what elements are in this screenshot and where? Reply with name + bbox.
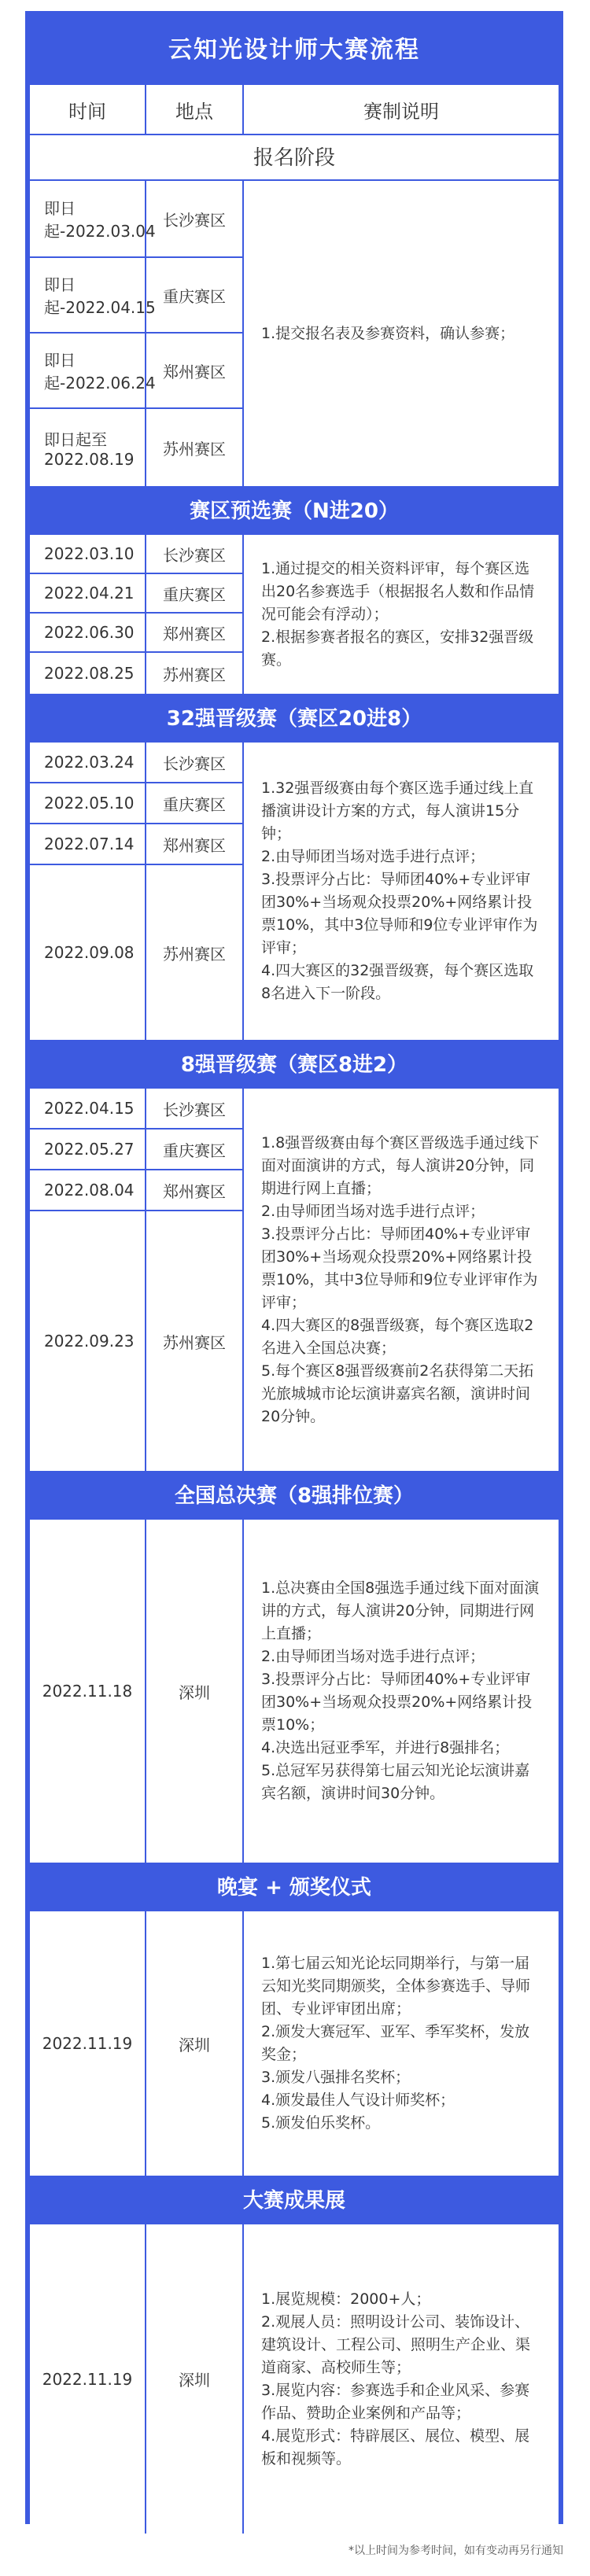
desc-line: 2.由导师团当场对选手进行点评； bbox=[261, 1202, 485, 1220]
time-cell: 2022.08.25 bbox=[30, 653, 146, 694]
desc-line: 4.决选出冠亚季军，并进行8强排名； bbox=[261, 1739, 510, 1756]
place-cell: 郑州赛区 bbox=[146, 334, 244, 407]
table-row bbox=[30, 2224, 244, 2534]
time-cell: 2022.05.27 bbox=[30, 1130, 146, 1169]
footnote: *以上时间为参考时间，如有变动再另行通知 bbox=[348, 2545, 563, 2557]
prelim-desc bbox=[244, 535, 559, 694]
desc-line: 5.每个赛区8强晋级赛前2名获得第二天拓光旅城城市论坛演讲嘉宾名额，演讲时间20分钟。 bbox=[261, 1362, 534, 1425]
time-cell: 2022.06.30 bbox=[30, 614, 146, 651]
time-cell: 即日起至2022.08.19 bbox=[30, 409, 146, 486]
place-cell: 深圳 bbox=[146, 1911, 244, 2176]
expo-rows bbox=[30, 2224, 244, 2534]
desc-line: 5.颁发伯乐奖杯。 bbox=[261, 2114, 381, 2132]
table-row bbox=[30, 824, 244, 865]
place-cell: 长沙赛区 bbox=[146, 181, 244, 256]
table-row bbox=[30, 614, 244, 653]
desc-line: 2.根据参赛者报名的赛区，安排32强晋级赛。 bbox=[261, 628, 534, 669]
desc-line: 1.提交报名表及参赛资料，确认参赛； bbox=[261, 324, 515, 342]
stage-top32-title: 32强晋级赛（赛区20进8） bbox=[30, 695, 559, 743]
desc-line: 3.颁发八强排名奖杯； bbox=[261, 2069, 411, 2086]
desc-line: 2.颁发大赛冠军、亚军、季军奖杯，发放奖金； bbox=[261, 2023, 530, 2063]
time-cell: 2022.08.04 bbox=[30, 1170, 146, 1210]
desc-line: 1.第七届云知光论坛同期举行，与第一届云知光奖同期颁奖，全体参赛选手、导师团、专业评审团出席； bbox=[261, 1955, 531, 2018]
table-row bbox=[30, 574, 244, 614]
top8-rows bbox=[30, 1089, 244, 1471]
desc-line: 1.8强晋级赛由每个赛区晋级选手通过线下面对面演讲的方式，每人演讲20分钟，同期进行网上直播； bbox=[261, 1133, 540, 1197]
desc-line: 1.32强晋级赛由每个赛区选手通过线上直播演讲设计方案的方式，每人演讲15分钟； bbox=[261, 779, 534, 842]
desc-line: 4.展览形式：特辟展区、展位、模型、展板和视频等。 bbox=[261, 2427, 530, 2467]
time-cell: 2022.03.10 bbox=[30, 535, 146, 573]
table-row bbox=[30, 334, 244, 409]
gala-rows bbox=[30, 1911, 244, 2176]
desc-line: 3.投票评分占比：导师团40%+专业评审团30%+当场观众投票20%+网络累计投票10%，其中3位导师和9位专业评审作为评审； bbox=[261, 871, 538, 956]
time-cell: 2022.11.18 bbox=[30, 1520, 146, 1863]
table-row bbox=[30, 743, 244, 783]
schedule-frame bbox=[25, 11, 563, 2524]
time-cell: 2022.04.15 bbox=[30, 1089, 146, 1128]
place-cell: 苏州赛区 bbox=[146, 865, 244, 1040]
desc-line: 2.由导师团当场对选手进行点评； bbox=[261, 1648, 485, 1665]
time-cell: 2022.03.24 bbox=[30, 743, 146, 782]
table-row bbox=[30, 1089, 244, 1130]
section-top8 bbox=[30, 1089, 559, 1472]
prelim-rows bbox=[30, 535, 244, 694]
place-cell: 深圳 bbox=[146, 1520, 244, 1863]
time-cell: 2022.11.19 bbox=[30, 2224, 146, 2534]
place-cell: 长沙赛区 bbox=[146, 743, 244, 782]
section-prelim bbox=[30, 535, 559, 695]
signup-desc bbox=[244, 181, 559, 486]
time-cell: 即日起-2022.03.04 bbox=[30, 181, 146, 256]
time-cell: 2022.09.23 bbox=[30, 1211, 146, 1471]
place-cell: 重庆赛区 bbox=[146, 258, 244, 332]
top8-desc bbox=[244, 1089, 559, 1471]
header-place: 地点 bbox=[146, 85, 244, 134]
place-cell: 郑州赛区 bbox=[146, 824, 244, 864]
stage-prelim-title: 赛区预选赛（N进20） bbox=[30, 488, 559, 535]
place-cell: 长沙赛区 bbox=[146, 1089, 244, 1128]
time-cell: 2022.05.10 bbox=[30, 783, 146, 823]
place-cell: 长沙赛区 bbox=[146, 535, 244, 573]
table-row bbox=[30, 783, 244, 824]
schedule-table bbox=[30, 16, 559, 2534]
desc-line: 2.由导师团当场对选手进行点评； bbox=[261, 848, 485, 865]
place-cell: 郑州赛区 bbox=[146, 1170, 244, 1210]
section-expo bbox=[30, 2224, 559, 2534]
stage-signup-title: 报名阶段 bbox=[30, 135, 559, 181]
table-row bbox=[30, 1211, 244, 1471]
time-cell: 2022.07.14 bbox=[30, 824, 146, 864]
section-top32 bbox=[30, 743, 559, 1041]
section-final bbox=[30, 1520, 559, 1864]
desc-line: 5.总冠军另获得第七届云知光论坛演讲嘉宾名额，演讲时间30分钟。 bbox=[261, 1762, 530, 1802]
desc-line: 3.投票评分占比：导师团40%+专业评审团30%+当场观众投票20%+网络累计投票10%，其中3位导师和9位专业评审作为评审； bbox=[261, 1225, 538, 1311]
time-cell: 2022.11.19 bbox=[30, 1911, 146, 2176]
time-cell: 即日起-2022.04.15 bbox=[30, 258, 146, 332]
final-rows bbox=[30, 1520, 244, 1863]
stage-expo-title: 大赛成果展 bbox=[30, 2177, 559, 2224]
place-cell: 深圳 bbox=[146, 2224, 244, 2534]
page-title: 云知光设计师大赛流程 bbox=[30, 16, 559, 85]
desc-line: 3.投票评分占比：导师团40%+专业评审团30%+当场观众投票20%+网络累计投票10%； bbox=[261, 1671, 533, 1734]
time-cell: 即日起-2022.06.24 bbox=[30, 334, 146, 407]
table-row bbox=[30, 1911, 244, 2176]
desc-line: 1.通过提交的相关资料评审，每个赛区选出20名参赛选手（根据报名人数和作品情况可能会有浮动）； bbox=[261, 559, 535, 623]
section-gala bbox=[30, 1911, 559, 2177]
table-row bbox=[30, 653, 244, 694]
place-cell: 重庆赛区 bbox=[146, 783, 244, 823]
expo-desc bbox=[244, 2224, 559, 2534]
desc-line: 4.颁发最佳人气设计师奖杯； bbox=[261, 2091, 455, 2109]
desc-line: 4.四大赛区的32强晋级赛，每个赛区选取8名进入下一阶段。 bbox=[261, 962, 534, 1002]
table-row bbox=[30, 1130, 244, 1170]
table-row bbox=[30, 865, 244, 1040]
place-cell: 苏州赛区 bbox=[146, 1211, 244, 1471]
table-row bbox=[30, 535, 244, 574]
desc-line: 4.四大赛区的8强晋级赛，每个赛区选取2名进入全国总决赛； bbox=[261, 1316, 534, 1357]
header-desc: 赛制说明 bbox=[363, 100, 439, 123]
desc-line: 3.展览内容：参赛选手和企业风采、参赛作品、赞助企业案例和产品等； bbox=[261, 2381, 530, 2422]
desc-line: 2.观展人员：照明设计公司、装饰设计、建筑设计、工程公司、照明生产企业、渠道商家、高校师生等； bbox=[261, 2313, 531, 2376]
header-time: 时间 bbox=[30, 85, 146, 134]
place-cell: 重庆赛区 bbox=[146, 1130, 244, 1169]
table-row bbox=[30, 409, 244, 486]
place-cell: 郑州赛区 bbox=[146, 614, 244, 651]
time-cell: 2022.04.21 bbox=[30, 574, 146, 612]
top32-desc bbox=[244, 743, 559, 1040]
table-row bbox=[30, 1520, 244, 1863]
time-cell: 2022.09.08 bbox=[30, 865, 146, 1040]
table-row bbox=[30, 258, 244, 334]
stage-gala-title: 晚宴 + 颁奖仪式 bbox=[30, 1864, 559, 1911]
top32-rows bbox=[30, 743, 244, 1040]
signup-rows bbox=[30, 181, 244, 486]
desc-line: 1.总决赛由全国8强选手通过线下面对面演讲的方式，每人演讲20分钟，同期进行网上直播； bbox=[261, 1579, 540, 1642]
stage-final-title: 全国总决赛（8强排位赛） bbox=[30, 1472, 559, 1520]
table-row bbox=[30, 181, 244, 258]
place-cell: 苏州赛区 bbox=[146, 409, 244, 486]
final-desc bbox=[244, 1520, 559, 1863]
stage-top8-title: 8强晋级赛（赛区8进2） bbox=[30, 1041, 559, 1089]
desc-line: 1.展览规模：2000+人； bbox=[261, 2290, 431, 2308]
place-cell: 重庆赛区 bbox=[146, 574, 244, 612]
section-signup bbox=[30, 181, 559, 488]
place-cell: 苏州赛区 bbox=[146, 653, 244, 694]
table-row bbox=[30, 1170, 244, 1211]
table-header bbox=[30, 85, 559, 135]
gala-desc bbox=[244, 1911, 559, 2176]
